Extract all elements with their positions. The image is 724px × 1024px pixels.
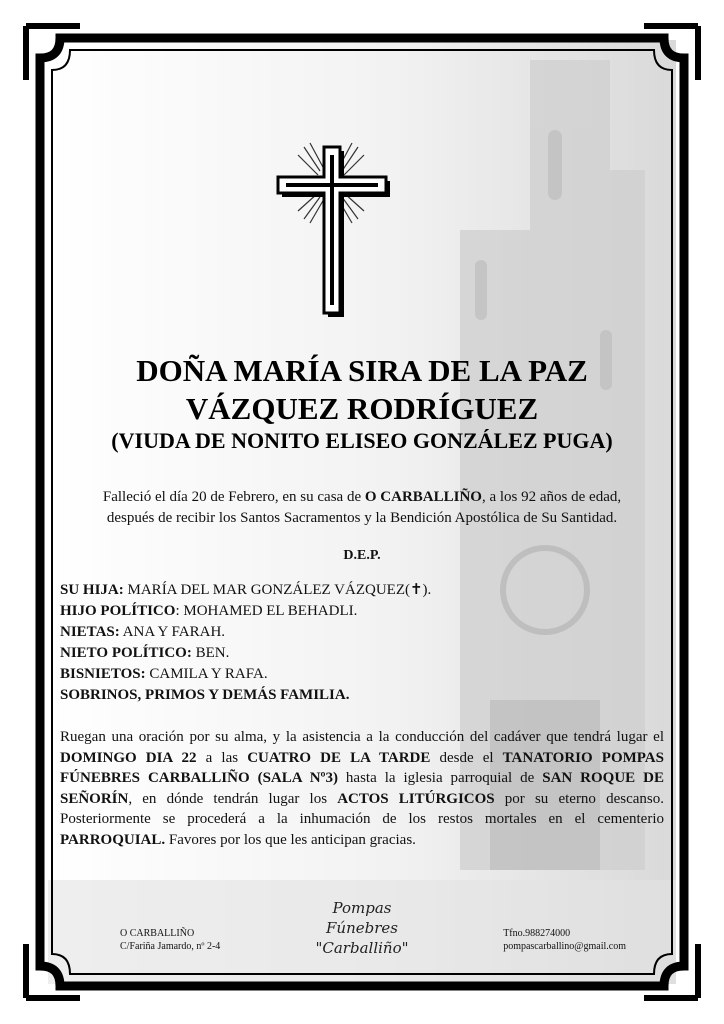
prayer-bold: TANATORIO POMPAS FÚNEBRES CARBALLIÑO (SALA Nº3) — [60, 749, 664, 786]
family-row — [60, 622, 664, 643]
intro-place: O CARBALLIÑO — [364, 489, 482, 505]
family-value: BEN. — [191, 645, 230, 661]
deceased-name-line2: VÁZQUEZ RODRÍGUEZ — [185, 391, 539, 426]
logo-line1: Pompas Fúnebres — [326, 899, 398, 937]
family-value: ANA Y FARAH. — [119, 624, 226, 640]
intro-text-1: Falleció el día 20 de Febrero, en su casa de — [102, 489, 365, 505]
family-value: CAMILA Y RAFA. — [145, 666, 268, 682]
family-value: MARÍA DEL MAR GONZÁLEZ VÁZQUEZ(✝). — [123, 582, 432, 598]
prayer-text: por su eterno descanso. Posteriormente se procederá a la inhumación de los restos mortales en el cementerio — [60, 790, 664, 827]
cross-icon — [266, 135, 396, 320]
footer-city: O CARBALLIÑO — [120, 928, 195, 939]
deceased-name — [40, 352, 684, 428]
intro-text-3: después de recibir los Santos Sacramentos y la Bendición Apostólica de Su Santidad. — [106, 510, 618, 526]
footer-email: pompascarballino@gmail.com — [503, 941, 626, 952]
prayer-text: Ruegan una oración por su alma, y la asistencia a la conducción del cadáver que tendrá lugar el — [60, 729, 664, 745]
prayer-bold: SAN ROQUE DE SEÑORÍN — [60, 770, 664, 807]
family-list — [60, 580, 664, 706]
family-label: NIETO POLÍTICO: — [60, 645, 192, 661]
prayer-bold: DOMINGO DIA 22 — [60, 749, 197, 766]
footer-contact — [503, 927, 626, 953]
family-row — [60, 643, 664, 664]
family-label: SOBRINOS, PRIMOS Y DEMÁS FAMILIA. — [60, 687, 350, 703]
deceased-name-line1: DOÑA MARÍA SIRA DE LA PAZ — [136, 353, 588, 388]
prayer-text: , en dónde tendrán lugar los — [128, 790, 338, 807]
dep-heading: D.E.P. — [343, 548, 381, 563]
family-label: BISNIETOS: — [60, 666, 146, 682]
prayer-text: hasta la iglesia parroquial de — [337, 770, 543, 786]
logo-line2: "Carballiño" — [315, 939, 409, 957]
prayer-bold: ACTOS LITÚRGICOS — [337, 790, 495, 807]
prayer-bold: CUATRO DE LA TARDE — [247, 749, 431, 766]
family-label: SU HIJA: — [60, 582, 124, 598]
funeral-home-logo — [300, 898, 424, 958]
funeral-details — [60, 727, 664, 850]
family-row — [60, 685, 664, 706]
prayer-text: desde el — [430, 749, 503, 766]
prayer-text: Favores por los que les anticipan gracias. — [165, 831, 416, 848]
death-announcement — [60, 487, 664, 529]
footer-address — [120, 927, 220, 953]
family-label: NIETAS: — [60, 624, 120, 640]
prayer-text: a las — [196, 749, 248, 766]
intro-text-2: , a los 92 años de edad, — [481, 489, 622, 505]
widow-line: (VIUDA DE NONITO ELISEO GONZÁLEZ PUGA) — [111, 428, 613, 453]
prayer-bold: PARROQUIAL. — [60, 831, 166, 848]
family-row — [60, 601, 664, 622]
family-row — [60, 580, 664, 601]
family-value: : MOHAMED EL BEHADLI. — [175, 603, 358, 619]
footer-phone: Tfno.988274000 — [503, 928, 571, 939]
footer-street: C/Fariña Jamardo, nº 2-4 — [120, 941, 221, 952]
family-row — [60, 664, 664, 685]
family-label: HIJO POLÍTICO — [60, 603, 176, 619]
